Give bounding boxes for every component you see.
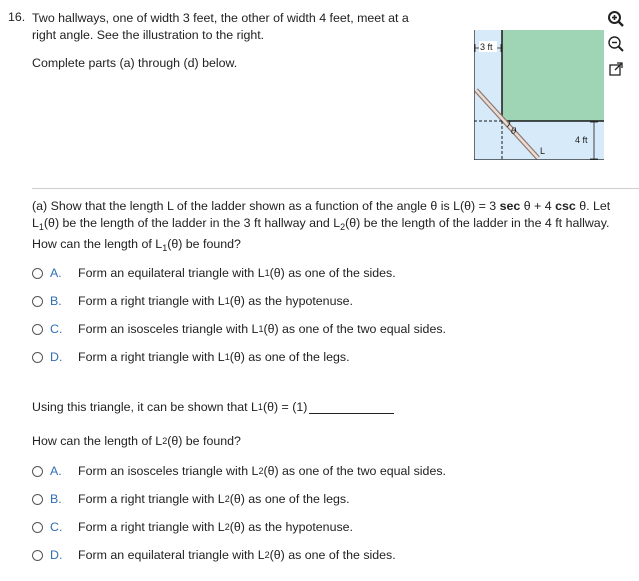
option-text: Form a right triangle with L xyxy=(78,294,225,308)
radio-button[interactable] xyxy=(32,352,43,363)
option-letter: D. xyxy=(50,350,63,364)
answer-blank[interactable] xyxy=(309,401,394,414)
using-subscript: 1 xyxy=(257,402,263,412)
option-text-end: (θ) as one of the legs. xyxy=(229,492,350,506)
radio-button[interactable] xyxy=(32,494,43,505)
question-text xyxy=(32,10,432,44)
option-1-a[interactable] xyxy=(32,264,396,282)
option-text: Form an isosceles triangle with L xyxy=(78,464,259,478)
option-letter: D. xyxy=(50,548,63,562)
option-letter: C. xyxy=(50,322,63,336)
zoom-out-icon[interactable] xyxy=(605,33,627,55)
using-text: Using this triangle, it can be shown that L xyxy=(32,400,258,414)
option-subscript: 1 xyxy=(224,352,230,362)
option-letter: B. xyxy=(50,294,62,308)
question-number: 16. xyxy=(8,10,26,24)
radio-button[interactable] xyxy=(32,550,43,561)
dim-3ft-label: 3 ft xyxy=(480,42,493,52)
option-text: Form a right triangle with L xyxy=(78,492,225,506)
part-a-line2-mid: (θ) be the length of the ladder in the 3 ft hallway and L xyxy=(43,216,341,230)
q2-text xyxy=(32,432,241,450)
corner-block xyxy=(502,30,604,121)
option-2-c[interactable] xyxy=(32,518,353,536)
option-text: Form an equilateral triangle with L xyxy=(78,548,265,562)
option-text: Form an equilateral triangle with L xyxy=(78,266,265,280)
dim-4ft-label: 4 ft xyxy=(575,135,588,145)
csc-term: csc xyxy=(555,199,576,213)
option-2-d[interactable] xyxy=(32,546,396,564)
ladder-label: L xyxy=(540,146,546,156)
sec-term: sec xyxy=(499,199,521,213)
theta-label: θ xyxy=(511,127,517,137)
option-letter: A. xyxy=(50,464,62,478)
part-a-line1-post: θ. Let xyxy=(575,199,611,213)
part-a-line1-mid: θ + 4 xyxy=(520,199,556,213)
figure-tools xyxy=(605,8,631,83)
option-subscript: 2 xyxy=(258,466,264,476)
radio-button[interactable] xyxy=(32,522,43,533)
part-a-line3-post: (θ) be found? xyxy=(167,237,241,251)
option-subscript: 1 xyxy=(258,324,264,334)
option-subscript: 2 xyxy=(264,550,270,560)
option-text: Form a right triangle with L xyxy=(78,520,225,534)
radio-button[interactable] xyxy=(32,324,43,335)
q2-subscript: 2 xyxy=(162,436,168,446)
radio-button[interactable] xyxy=(32,268,43,279)
part-a-line3-pre: How can the length of L xyxy=(32,237,163,251)
option-1-c[interactable] xyxy=(32,320,446,338)
using-triangle-line xyxy=(32,398,394,416)
option-text: Form a right triangle with L xyxy=(78,350,225,364)
option-letter: A. xyxy=(50,266,62,280)
option-text-end: (θ) as the hypotenuse. xyxy=(229,520,353,534)
part-a-line1-pre: (a) Show that the length L of the ladder shown as a function of the angle θ is L(θ) = 3 xyxy=(32,199,500,213)
instruction-text: Complete parts (a) through (d) below. xyxy=(32,56,238,70)
option-text-end: (θ) as one of the two equal sides. xyxy=(263,322,446,336)
popout-icon[interactable] xyxy=(605,58,627,80)
l2-subscript: 2 xyxy=(340,222,346,232)
part-a-text xyxy=(32,198,639,257)
part-a-line2-end: (θ) be the length of the ladder in the 4 ft hallway. xyxy=(345,216,610,230)
radio-button[interactable] xyxy=(32,296,43,307)
answer-tag: (1) xyxy=(292,400,308,414)
option-text-end: (θ) as one of the sides. xyxy=(269,266,396,280)
q2-text-post: (θ) be found? xyxy=(167,434,241,448)
option-subscript: 1 xyxy=(264,268,270,278)
option-text-end: (θ) as one of the two equal sides. xyxy=(263,464,446,478)
l1-subscript: 1 xyxy=(38,222,44,232)
radio-button[interactable] xyxy=(32,466,43,477)
option-text-end: (θ) as one of the legs. xyxy=(229,350,350,364)
part-a-line-2 xyxy=(32,215,639,236)
hallway-figure xyxy=(474,30,604,160)
option-text-end: (θ) as the hypotenuse. xyxy=(229,294,353,308)
option-letter: B. xyxy=(50,492,62,506)
option-2-a[interactable] xyxy=(32,462,446,480)
part-a-line-1 xyxy=(32,198,639,215)
question-line-2: right angle. See the illustration to the right. xyxy=(32,28,265,42)
option-text-end: (θ) as one of the sides. xyxy=(269,548,396,562)
option-1-d[interactable] xyxy=(32,348,350,366)
option-subscript: 1 xyxy=(224,296,230,306)
option-letter: C. xyxy=(50,520,63,534)
l1-symbol: L xyxy=(32,216,39,230)
option-subscript: 2 xyxy=(224,522,230,532)
zoom-in-icon[interactable] xyxy=(605,8,627,30)
l1-subscript-2: 1 xyxy=(162,243,168,253)
q2-text-pre: How can the length of L xyxy=(32,434,163,448)
option-1-b[interactable] xyxy=(32,292,353,310)
option-subscript: 2 xyxy=(224,494,230,504)
option-2-b[interactable] xyxy=(32,490,350,508)
question-line-1: Two hallways, one of width 3 feet, the other of width 4 feet, meet at a xyxy=(32,11,409,25)
option-text: Form an isosceles triangle with L xyxy=(78,322,259,336)
section-divider xyxy=(32,188,639,189)
part-a-line-3 xyxy=(32,236,639,257)
using-equals: (θ) = xyxy=(262,400,289,414)
